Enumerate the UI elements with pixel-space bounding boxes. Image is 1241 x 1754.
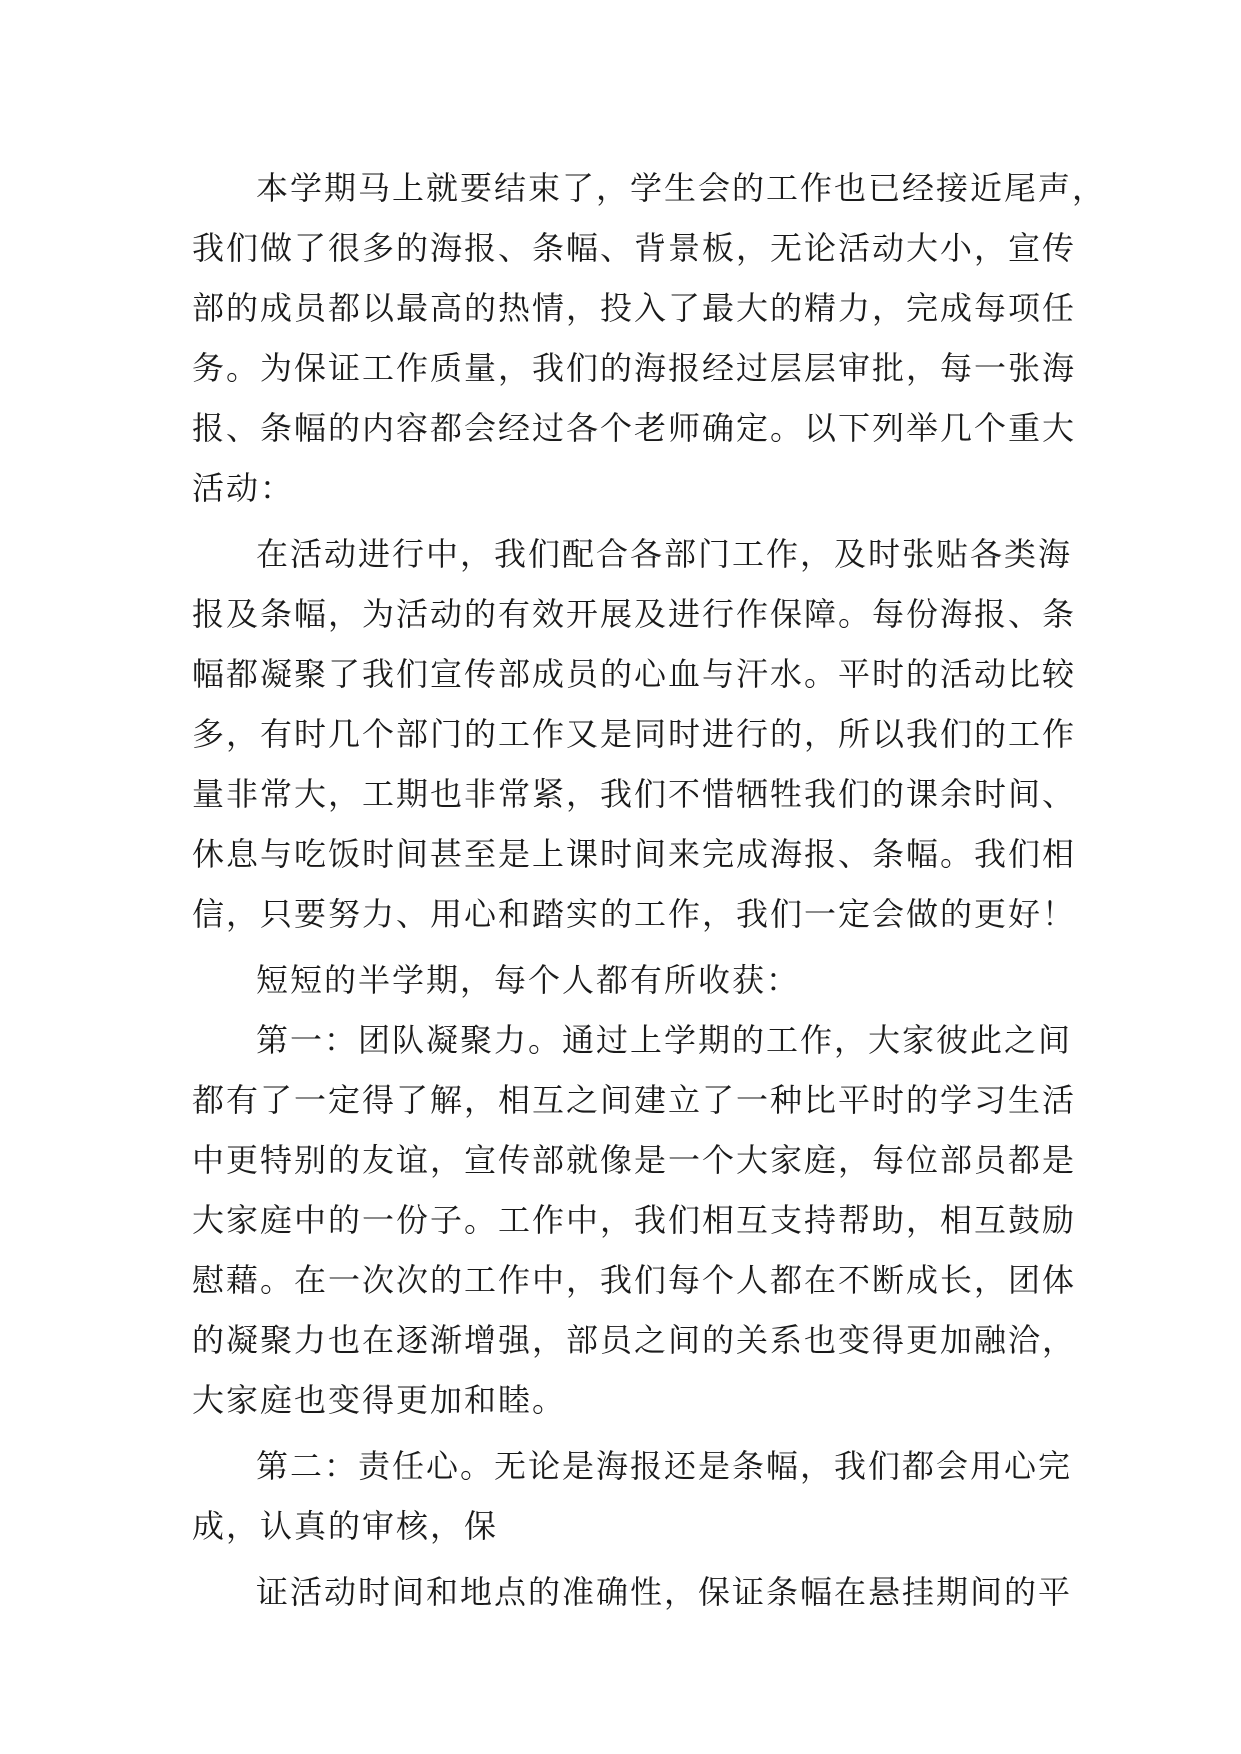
paragraph-line: 在活动进行中，我们配合各部门工作，及时张贴各类海 — [256, 535, 1073, 573]
paragraph-line: 本学期马上就要结束了，学生会的工作也已经接近尾声， — [256, 169, 1107, 207]
paragraph-line: 活动： — [192, 469, 295, 507]
paragraph-line: 多，有时几个部门的工作又是同时进行的，所以我们的工作 — [192, 715, 1077, 753]
paragraph-line: 短短的半学期，每个人都有所收获： — [256, 961, 801, 999]
paragraph-line: 休息与吃饭时间甚至是上课时间来完成海报、条幅。我们相 — [192, 835, 1077, 873]
paragraph-line: 信，只要努力、用心和踏实的工作，我们一定会做的更好！ — [192, 895, 1077, 933]
paragraph-line: 都有了一定得了解，相互之间建立了一种比平时的学习生活 — [192, 1081, 1077, 1119]
paragraph-line: 大家庭也变得更加和睦。 — [192, 1381, 567, 1419]
paragraph-line: 大家庭中的一份子。工作中，我们相互支持帮助，相互鼓励 — [192, 1201, 1077, 1239]
paragraph-line: 量非常大，工期也非常紧，我们不惜牺牲我们的课余时间、 — [192, 775, 1077, 813]
paragraph-line: 务。为保证工作质量，我们的海报经过层层审批，每一张海 — [192, 349, 1077, 387]
paragraph-line: 报、条幅的内容都会经过各个老师确定。以下列举几个重大 — [192, 409, 1077, 447]
paragraph-line: 的凝聚力也在逐渐增强，部员之间的关系也变得更加融洽， — [192, 1321, 1077, 1359]
paragraph-line: 慰藉。在一次次的工作中，我们每个人都在不断成长，团体 — [192, 1261, 1077, 1299]
document-body — [192, 158, 1107, 1622]
paragraph-line: 第二：责任心。无论是海报还是条幅，我们都会用心完 — [256, 1447, 1073, 1485]
paragraph-line: 报及条幅，为活动的有效开展及进行作保障。每份海报、条 — [192, 595, 1077, 633]
paragraph-line: 我们做了很多的海报、条幅、背景板，无论活动大小，宣传 — [192, 229, 1077, 267]
paragraph-line: 幅都凝聚了我们宣传部成员的心血与汗水。平时的活动比较 — [192, 655, 1077, 693]
paragraph-line: 成，认真的审核，保 — [192, 1507, 499, 1545]
paragraph-line: 证活动时间和地点的准确性，保证条幅在悬挂期间的平 — [256, 1573, 1073, 1611]
paragraph-line: 中更特别的友谊，宣传部就像是一个大家庭，每位部员都是 — [192, 1141, 1077, 1179]
paragraph-line: 部的成员都以最高的热情，投入了最大的精力，完成每项任 — [192, 289, 1077, 327]
paragraph-line: 第一：团队凝聚力。通过上学期的工作，大家彼此之间 — [256, 1021, 1073, 1059]
